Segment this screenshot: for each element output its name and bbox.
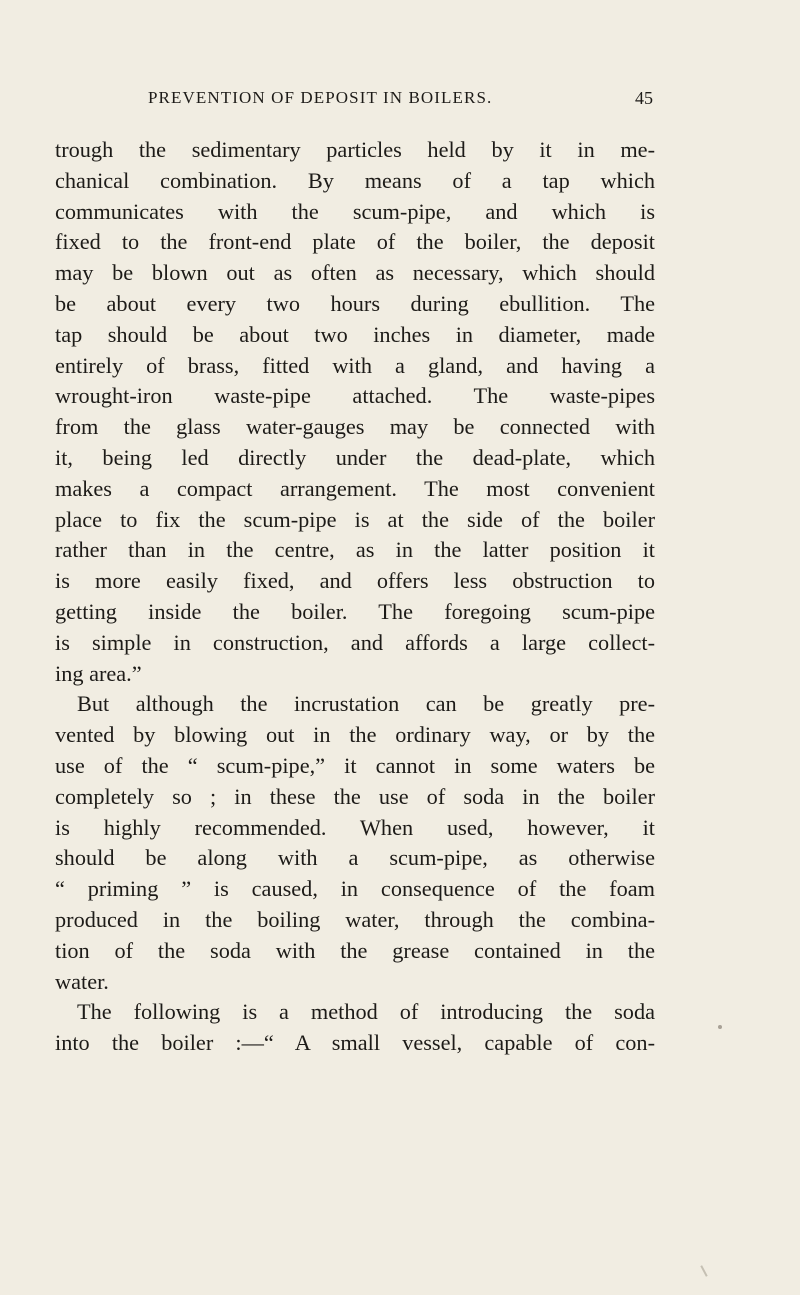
text-line: produced in the boiling water, through the combina- [55,906,655,932]
text-line: entirely of brass, fitted with a gland, and having a [55,352,655,378]
text-line: may be blown out as often as necessary, which should [55,260,655,286]
text-line: is simple in construction, and affords a large collect- [55,629,655,655]
text-line: is highly recommended. When used, however, it [55,814,655,840]
text-line: from the glass water-gauges may be connected with [55,414,655,440]
paper-mark [700,1265,707,1277]
running-title: PREVENTION OF DEPOSIT IN BOILERS. [148,88,493,107]
body-text [55,135,655,1059]
text-line: chanical combination. By means of a tap which [55,167,655,193]
page-number: 45 [635,88,653,108]
text-line: wrought-iron waste-pipe attached. The waste-pipes [55,383,655,409]
text-line: tion of the soda with the grease contained in the [55,937,655,963]
text-line: into the boiler :—“ A small vessel, capable of con- [55,1030,655,1056]
running-head [148,88,653,114]
text-line: completely so ; in these the use of soda in the boiler [55,783,655,809]
text-line: use of the “ scum-pipe,” it cannot in some waters be [55,752,655,778]
text-line: getting inside the boiler. The foregoing scum-pipe [55,598,655,624]
text-line: water. [55,968,109,994]
text-line: ing area.” [55,660,142,686]
text-line: communicates with the scum-pipe, and which is [55,198,655,224]
text-line: it, being led directly under the dead-plate, which [55,444,655,470]
text-line: place to fix the scum-pipe is at the side of the boiler [55,506,655,532]
text-line: rather than in the centre, as in the latter position it [55,537,655,563]
text-line: is more easily fixed, and offers less obstruction to [55,568,655,594]
text-line: “ priming ” is caused, in consequence of the foam [55,876,655,902]
paragraph-start-line: But although the incrustation can be greatly pre- [77,691,655,717]
text-line: vented by blowing out in the ordinary way, or by the [55,722,655,748]
text-line: trough the sedimentary particles held by it in me- [55,137,655,162]
text-line: fixed to the front-end plate of the boiler, the deposit [55,229,655,255]
text-line: tap should be about two inches in diameter, made [55,321,655,347]
paragraph-start-line: The following is a method of introducing the soda [77,999,655,1025]
text-line: should be along with a scum-pipe, as otherwise [55,845,655,871]
text-line: makes a compact arrangement. The most convenient [55,475,655,501]
text-line: be about every two hours during ebullition. The [55,290,655,316]
paper-speck [718,1025,722,1029]
